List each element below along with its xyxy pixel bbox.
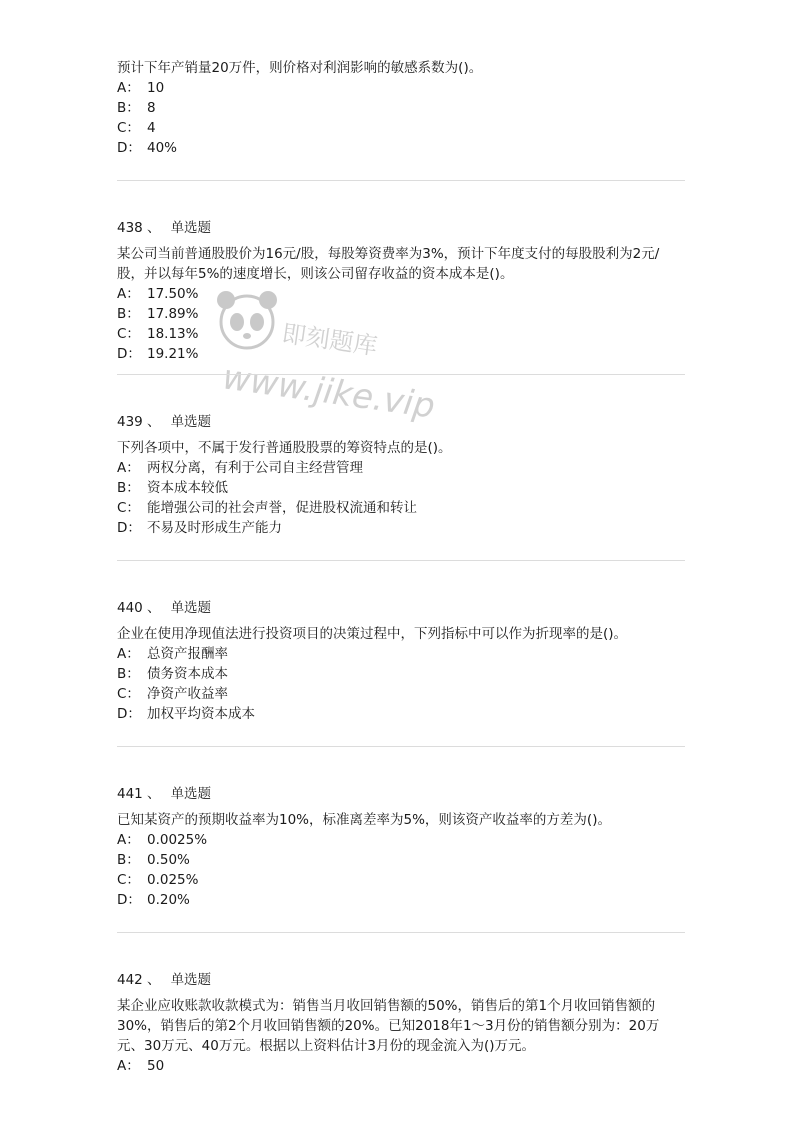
question-list xyxy=(117,58,685,1076)
option-letter: B： xyxy=(117,666,140,682)
option-a[interactable] xyxy=(117,830,685,850)
divider xyxy=(117,560,685,561)
question-442 xyxy=(117,970,685,1076)
option-letter: A： xyxy=(117,832,140,848)
question-header xyxy=(117,970,685,990)
option-letter: C： xyxy=(117,120,140,136)
option-b[interactable] xyxy=(117,850,685,870)
question-439 xyxy=(117,412,685,538)
option-letter: A： xyxy=(117,1058,140,1074)
option-text: 0.0025% xyxy=(147,832,208,848)
option-letter: C： xyxy=(117,500,140,516)
option-text: 50 xyxy=(147,1058,165,1074)
option-d[interactable] xyxy=(117,890,685,910)
option-text: 不易及时形成生产能力 xyxy=(147,520,282,536)
question-437 xyxy=(117,58,685,158)
question-type: 单选题 xyxy=(170,600,212,616)
divider xyxy=(117,932,685,933)
option-letter: D： xyxy=(117,520,141,536)
question-type: 单选题 xyxy=(170,414,212,430)
option-letter: C： xyxy=(117,872,140,888)
option-c[interactable] xyxy=(117,498,685,518)
option-letter: B： xyxy=(117,100,140,116)
option-text: 10 xyxy=(147,80,165,96)
option-text: 19.21% xyxy=(147,346,199,362)
option-text: 总资产报酬率 xyxy=(147,646,228,662)
option-letter: D： xyxy=(117,892,141,908)
option-a[interactable] xyxy=(117,644,685,664)
option-d[interactable] xyxy=(117,704,685,724)
option-letter: C： xyxy=(117,326,140,342)
question-438 xyxy=(117,218,685,364)
option-b[interactable] xyxy=(117,664,685,684)
option-letter: C： xyxy=(117,686,140,702)
watermark-brand: 即刻题库 xyxy=(280,319,380,361)
option-letter: B： xyxy=(117,306,140,322)
question-header xyxy=(117,784,685,804)
option-text: 两权分离，有利于公司自主经营管理 xyxy=(147,460,363,476)
question-text: 企业在使用净现值法进行投资项目的决策过程中，下列指标中可以作为折现率的是()。 xyxy=(117,626,628,642)
option-a[interactable] xyxy=(117,458,685,478)
option-text: 40% xyxy=(147,140,178,156)
option-d[interactable] xyxy=(117,344,685,364)
option-text: 加权平均资本成本 xyxy=(147,706,255,722)
question-header xyxy=(117,598,685,618)
question-type: 单选题 xyxy=(170,220,212,236)
question-number: 442 、 xyxy=(117,972,161,988)
question-type: 单选题 xyxy=(170,786,212,802)
option-letter: A： xyxy=(117,80,140,96)
option-b[interactable] xyxy=(117,304,685,324)
question-number: 441 、 xyxy=(117,786,161,802)
question-text: 某公司当前普通股股价为16元/股，每股筹资费率为3%，预计下年度支付的每股股利为2元/股，并以每年5%的速度增长，则该公司留存收益的资本成本是()。 xyxy=(117,246,660,282)
option-text: 债务资本成本 xyxy=(147,666,228,682)
option-letter: A： xyxy=(117,286,140,302)
option-text: 17.50% xyxy=(147,286,199,302)
option-letter: D： xyxy=(117,346,141,362)
option-text: 0.20% xyxy=(147,892,190,908)
question-text: 已知某资产的预期收益率为10%，标准离差率为5%，则该资产收益率的方差为()。 xyxy=(117,812,611,828)
question-440 xyxy=(117,598,685,724)
option-letter: D： xyxy=(117,706,141,722)
watermark-url: www.jike.vip xyxy=(220,357,438,427)
question-text: 某企业应收账款收款模式为：销售当月收回销售额的50%，销售后的第1个月收回销售额的30%，销售后的第2个月收回销售额的20%。已知2018年1～3月份的销售额分别为：20万元、30万元、40万元。根据以上资料估计3月份的现金流入为()万元。 xyxy=(117,998,660,1054)
option-text: 18.13% xyxy=(147,326,199,342)
option-letter: B： xyxy=(117,852,140,868)
option-text: 17.89% xyxy=(147,306,199,322)
question-number: 438 、 xyxy=(117,220,161,236)
divider xyxy=(117,374,685,375)
option-a[interactable] xyxy=(117,78,685,98)
option-d[interactable] xyxy=(117,518,685,538)
divider xyxy=(117,180,685,181)
question-header xyxy=(117,218,685,238)
option-text: 0.025% xyxy=(147,872,199,888)
option-a[interactable] xyxy=(117,1056,685,1076)
option-b[interactable] xyxy=(117,98,685,118)
question-text: 下列各项中，不属于发行普通股股票的筹资特点的是()。 xyxy=(117,440,452,456)
option-letter: B： xyxy=(117,480,140,496)
option-c[interactable] xyxy=(117,324,685,344)
divider xyxy=(117,746,685,747)
option-text: 资本成本较低 xyxy=(147,480,228,496)
question-number: 439 、 xyxy=(117,414,161,430)
option-d[interactable] xyxy=(117,138,685,158)
option-text: 4 xyxy=(147,120,156,136)
option-b[interactable] xyxy=(117,478,685,498)
option-a[interactable] xyxy=(117,284,685,304)
question-441 xyxy=(117,784,685,910)
option-letter: A： xyxy=(117,646,140,662)
question-header xyxy=(117,412,685,432)
option-c[interactable] xyxy=(117,870,685,890)
option-text: 0.50% xyxy=(147,852,190,868)
question-type: 单选题 xyxy=(170,972,212,988)
option-text: 能增强公司的社会声誉，促进股权流通和转让 xyxy=(147,500,417,516)
option-c[interactable] xyxy=(117,684,685,704)
option-text: 8 xyxy=(147,100,156,116)
question-number: 440 、 xyxy=(117,600,161,616)
option-letter: A： xyxy=(117,460,140,476)
option-text: 净资产收益率 xyxy=(147,686,228,702)
option-c[interactable] xyxy=(117,118,685,138)
option-letter: D： xyxy=(117,140,141,156)
question-text: 预计下年产销量20万件，则价格对利润影响的敏感系数为()。 xyxy=(117,60,483,76)
